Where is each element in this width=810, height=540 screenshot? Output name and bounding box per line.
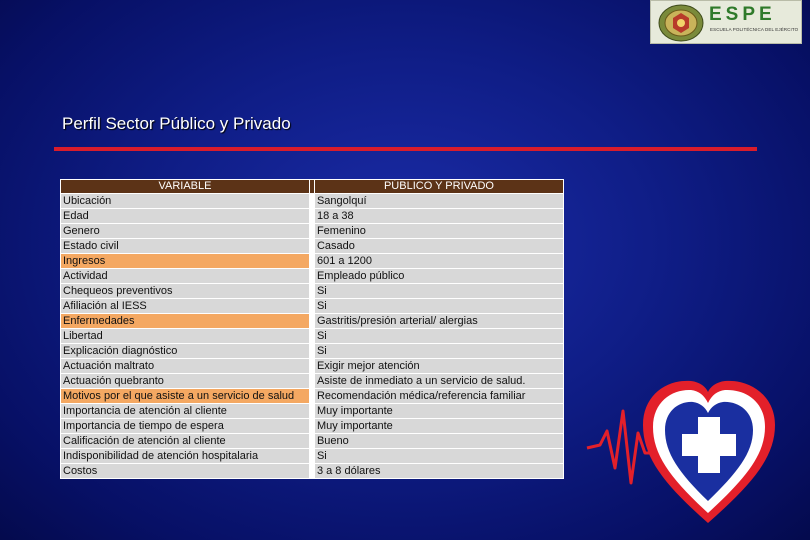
table-row [61, 419, 564, 434]
variable-cell: Ubicación [61, 194, 310, 209]
header-value: PÚBLICO Y PRIVADO [314, 180, 563, 194]
value-cell: Si [314, 329, 563, 344]
variable-cell: Genero [61, 224, 310, 239]
university-seal-icon [657, 4, 705, 42]
table-row [61, 194, 564, 209]
variable-cell: Libertad [61, 329, 310, 344]
logo-subtitle: ESCUELA POLITÉCNICA DEL EJÉRCITO [710, 27, 799, 32]
table-row [61, 359, 564, 374]
table-row [61, 404, 564, 419]
variable-cell: Importancia de tiempo de espera [61, 419, 310, 434]
espe-logo [650, 0, 802, 44]
value-cell: Si [314, 344, 563, 359]
variable-cell: Edad [61, 209, 310, 224]
variable-cell: Explicación diagnóstico [61, 344, 310, 359]
value-cell: 18 a 38 [314, 209, 563, 224]
value-cell: Si [314, 449, 563, 464]
value-cell: Exigir mejor atención [314, 359, 563, 374]
profile-table [60, 179, 564, 479]
page-title: Perfil Sector Público y Privado [62, 114, 291, 133]
value-cell: Femenino [314, 224, 563, 239]
value-cell: Sangolquí [314, 194, 563, 209]
value-cell: Muy importante [314, 419, 563, 434]
value-cell: Si [314, 299, 563, 314]
table-row [61, 434, 564, 449]
header-variable: VARIABLE [61, 180, 310, 194]
table-row [61, 389, 564, 404]
variable-cell: Afiliación al IESS [61, 299, 310, 314]
table-row [61, 299, 564, 314]
variable-cell: Indisponibilidad de atención hospitalaria [61, 449, 310, 464]
table-row [61, 224, 564, 239]
table-row [61, 284, 564, 299]
table-row [61, 269, 564, 284]
variable-cell: Calificación de atención al cliente [61, 434, 310, 449]
value-cell: Asiste de inmediato a un servicio de salud. [314, 374, 563, 389]
heart-cross-icon [585, 373, 805, 533]
variable-cell: Costos [61, 464, 310, 479]
variable-cell: Actuación maltrato [61, 359, 310, 374]
value-cell: 3 a 8 dólares [314, 464, 563, 479]
variable-cell: Actuación quebranto [61, 374, 310, 389]
variable-cell: Estado civil [61, 239, 310, 254]
value-cell: Recomendación médica/referencia familiar [314, 389, 563, 404]
table-row [61, 464, 564, 479]
table-row [61, 254, 564, 269]
value-cell: Gastritis/presión arterial/ alergias [314, 314, 563, 329]
table-row [61, 239, 564, 254]
value-cell: Muy importante [314, 404, 563, 419]
value-cell: Si [314, 284, 563, 299]
variable-cell: Ingresos [61, 254, 310, 269]
value-cell: Bueno [314, 434, 563, 449]
variable-cell: Chequeos preventivos [61, 284, 310, 299]
value-cell: Casado [314, 239, 563, 254]
table-row [61, 329, 564, 344]
table-row [61, 314, 564, 329]
variable-cell: Motivos por el que asiste a un servicio de salud [61, 389, 310, 404]
logo-brand: ESPE [709, 4, 776, 25]
table-row [61, 374, 564, 389]
table-row [61, 344, 564, 359]
variable-cell: Actividad [61, 269, 310, 284]
table-row [61, 209, 564, 224]
value-cell: 601 a 1200 [314, 254, 563, 269]
variable-cell: Enfermedades [61, 314, 310, 329]
variable-cell: Importancia de atención al cliente [61, 404, 310, 419]
table-row [61, 449, 564, 464]
title-divider [54, 147, 757, 151]
value-cell: Empleado público [314, 269, 563, 284]
